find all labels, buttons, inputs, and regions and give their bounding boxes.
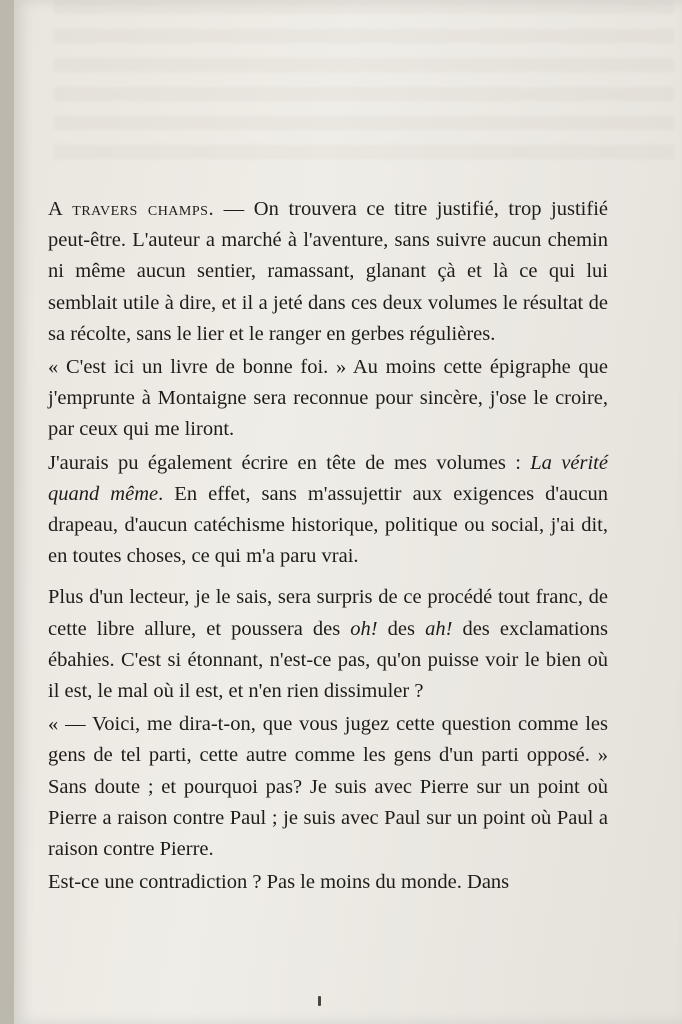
paragraph-5: « — Voici, me dira-t-on, que vous jugez cette question comme les gens de tel parti, cette autre comme les gens d'un parti opposé. » Sans doute ; et pourquoi pas? Je suis avec Pierre sur un point où Pierre a raison contre Paul ; je suis avec Paul sur un point où Paul a raison contre Pierre. [48, 713, 608, 861]
show-through-text [54, 0, 674, 160]
paragraph-4: Plus d'un lecteur, je le sais, sera surpris de ce procédé tout franc, de cette libre allure, et poussera des oh! des ah! des exclamations ébahies. C'est si étonnant, n'est-ce pas, qu'on puisse voir le bien où il est, le mal où il est, et n'en rien dissimuler ? [48, 586, 608, 703]
paragraph-2: « C'est ici un livre de bonne foi. » Au moins cette épigraphe que j'emprunte à Montaigne sera reconnue pour sincère, j'ose le croire, par ceux qui me liront. [48, 356, 608, 441]
paragraph-3: J'aurais pu également écrire en tête de mes volumes : La vérité quand même. En effet, sans m'assujettir aux exigences d'aucun drapeau, d'aucun catéchisme historique, politique ou social, j'ai dit, en toutes choses, ce qui m'a paru vrai. [48, 451, 608, 568]
motto: La vérité quand même [48, 451, 608, 505]
paragraph-6: Est-ce une contradiction ? Pas le moins du monde. Dans [48, 871, 510, 894]
signature-mark [318, 996, 321, 1006]
section-heading: A travers champs. [48, 198, 215, 220]
page-body [48, 194, 608, 898]
paragraph-1: A travers champs. — On trouvera ce titre justifié, trop justifié peut-être. L'auteur a marché à l'aventure, sans suivre aucun chemin ni même aucun sentier, ramassant, glanant çà et là ce qui lui semblait utile à dire, et il a jeté dans ces deux volumes le résultat de sa récolte, sans le lier et le ranger en gerbes régulières. [48, 198, 608, 345]
